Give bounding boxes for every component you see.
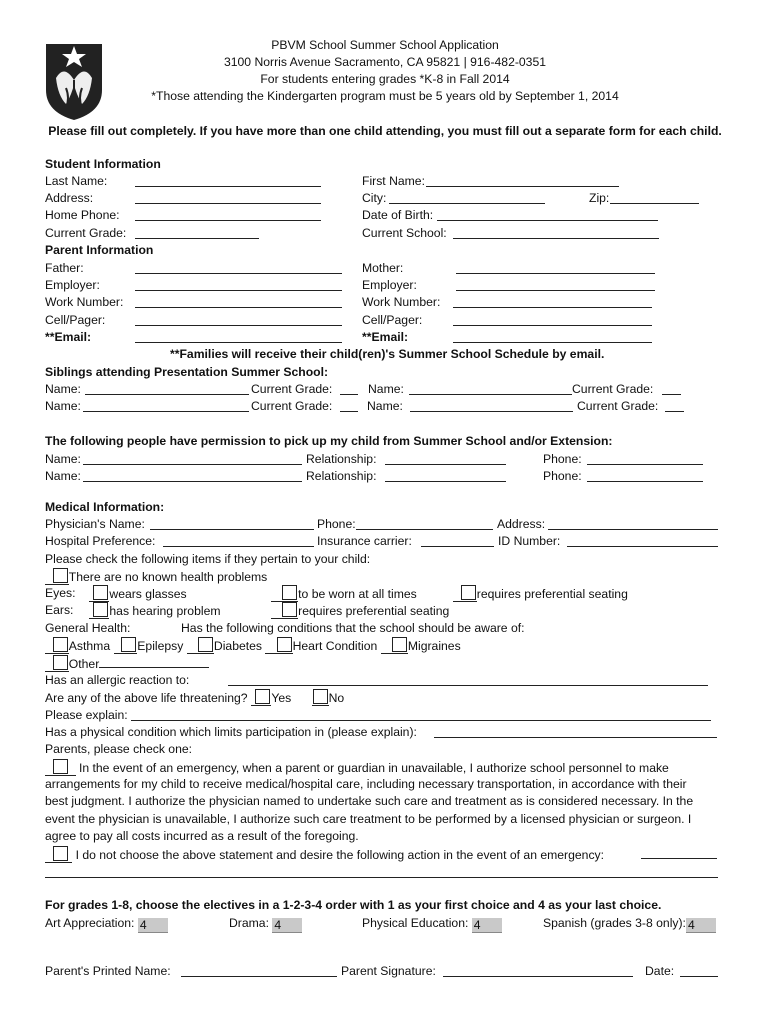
authorize-text-2: arrangements for my child to receive medical/hospital care, including necessary transportation, in accordance with their [45,777,687,791]
life-threatening-row [45,689,344,706]
date-field[interactable] [680,965,718,977]
mother-cell-label: Cell/Pager: [362,313,423,327]
sibling-1-name-field[interactable] [85,383,249,395]
address-field[interactable] [135,192,321,204]
life-threatening-label: Are any of the above life threatening? [45,691,248,705]
first-name-field[interactable] [426,175,619,187]
eyes-seating-checkbox[interactable] [461,585,476,600]
spanish-label: Spanish (grades 3-8 only): [543,916,686,930]
conditions-note: Has the following conditions that the school should be aware of: [181,621,525,635]
student-info-heading: Student Information [45,157,161,171]
mother-employer-label: Employer: [362,278,417,292]
sibling-2-name-field[interactable] [409,383,572,395]
father-employer-field[interactable] [135,279,342,291]
authorize-line-1 [45,759,669,776]
pe-field[interactable]: 4 [472,918,502,933]
migraines-label: Migraines [407,639,461,653]
physical-condition-field[interactable] [434,726,717,738]
heart-condition-label: Heart Condition [292,639,378,653]
father-employer-label: Employer: [45,278,100,292]
asthma-label: Asthma [68,639,111,653]
eyes-seating-row [453,585,628,602]
do-not-choose-label: I do not choose the above statement and desire the following action in the event of an emergency: [75,848,605,862]
sibling-3-name-field[interactable] [83,400,249,412]
father-email-label: **Email: [45,330,92,344]
sibling-2-grade-field[interactable] [662,383,681,395]
spanish-field[interactable]: 4 [686,918,716,933]
worn-all-times-checkbox[interactable] [282,585,297,600]
ears-seating-row [271,602,449,619]
drama-field[interactable]: 4 [272,918,302,933]
sibling-1-grade-label: Current Grade: [251,382,333,396]
epilepsy-label: Epilepsy [137,639,184,653]
do-not-choose-row [45,846,604,863]
no-problems-row [45,568,267,585]
father-work-number-label: Work Number: [45,295,124,309]
ears-seating-label: requires preferential seating [298,604,450,618]
art-field[interactable]: 4 [138,918,168,933]
general-health-label: General Health: [45,621,131,635]
school-address: 3100 Norris Avenue Sacramento, CA 95821 | 916-482-0351 [223,55,547,69]
id-number-label: ID Number: [498,534,561,548]
glasses-row [89,585,187,602]
grades-note: For students entering grades *K-8 in Fall 2014 [260,72,510,86]
father-label: Father: [45,261,84,275]
pickup-heading: The following people have permission to pick up my child from Summer School and/or Extension: [45,434,613,448]
mother-field[interactable] [456,262,655,274]
allergic-field[interactable] [228,674,708,686]
father-work-number-field[interactable] [135,296,342,308]
address-label: Address: [45,191,94,205]
kindergarten-note: *Those attending the Kindergarten program must be 5 years old by September 1, 2014 [151,89,619,103]
diabetes-label: Diabetes [213,639,263,653]
father-cell-label: Cell/Pager: [45,313,106,327]
sibling-4-name-label: Name: [367,399,403,413]
authorize-text-5: agree to pay all costs incurred as a result of the foregoing. [45,829,359,843]
do-not-choose-checkbox[interactable] [53,846,68,861]
hospital-label: Hospital Preference: [45,534,156,548]
current-school-label: Current School: [362,226,447,240]
pickup-2-relationship-label: Relationship: [306,469,377,483]
mother-work-number-label: Work Number: [362,295,441,309]
drama-label: Drama: [229,916,269,930]
email-note: **Families will receive their child(ren)'s Summer School Schedule by email. [170,347,605,361]
emergency-action-field[interactable] [641,847,717,859]
pickup-2-relationship-field[interactable] [385,470,506,482]
zip-label: Zip: [589,191,610,205]
migraines-checkbox[interactable] [392,637,407,652]
father-field[interactable] [135,262,342,274]
medical-heading: Medical Information: [45,500,165,514]
current-grade-field[interactable] [135,227,259,239]
wears-glasses-checkbox[interactable] [93,585,108,600]
mother-email-field[interactable] [453,331,652,343]
pickup-1-name-field[interactable] [83,453,302,465]
physician-field[interactable] [150,518,314,530]
other-row [45,655,209,672]
dob-label: Date of Birth: [362,208,434,222]
insurance-label: Insurance carrier: [317,534,412,548]
authorize-text-3: best judgment. I authorize the physician named to undertake such care and treatment as is considered necessary. In the [45,794,694,808]
conditions-row [45,637,461,654]
pickup-2-phone-field[interactable] [587,470,703,482]
form-title: PBVM School Summer School Application [271,38,499,52]
id-number-field[interactable] [567,535,718,547]
hearing-row [89,602,221,619]
physical-condition-label: Has a physical condition which limits participation in (please explain): [45,725,417,739]
zip-field[interactable] [610,192,699,204]
other-field[interactable] [99,656,209,668]
physician-address-label: Address: [497,517,546,531]
last-name-label: Last Name: [45,174,108,188]
pickup-1-phone-label: Phone: [543,452,582,466]
sibling-3-grade-field[interactable] [340,400,358,412]
date-label: Date: [645,964,675,978]
art-label: Art Appreciation: [45,916,135,930]
no-label: No [328,691,345,705]
drama-row [229,916,302,933]
current-grade-label: Current Grade: [45,226,127,240]
home-phone-label: Home Phone: [45,208,120,222]
last-name-field[interactable] [135,175,321,187]
printed-name-label: Parent's Printed Name: [45,964,171,978]
authorize-checkbox[interactable] [53,759,68,774]
pickup-2-name-label: Name: [45,469,81,483]
parent-signature-field[interactable] [443,965,633,977]
current-school-field[interactable] [453,227,659,239]
life-threatening-no-checkbox[interactable] [313,689,328,704]
epilepsy-checkbox[interactable] [121,637,136,652]
city-label: City: [362,191,387,205]
check-intro: Please check the following items if they pertain to your child: [45,552,371,566]
pickup-1-phone-field[interactable] [587,453,703,465]
mother-work-number-field[interactable] [453,296,652,308]
parent-signature-label: Parent Signature: [341,964,436,978]
sibling-1-grade-field[interactable] [340,383,358,395]
sibling-2-grade-label: Current Grade: [572,382,654,396]
insurance-field[interactable] [421,535,494,547]
printed-name-field[interactable] [181,965,337,977]
pickup-2-phone-label: Phone: [543,469,582,483]
mother-label: Mother: [362,261,404,275]
city-field[interactable] [389,192,545,204]
hearing-problem-label: has hearing problem [109,604,221,618]
worn-all-times-label: to be worn at all times [298,587,417,601]
sibling-4-grade-field[interactable] [665,400,684,412]
mother-email-label: **Email: [362,330,409,344]
spanish-row [543,916,716,933]
instructions: Please fill out completely. If you have more than one child attending, you must fill out a separate form for each child. [48,124,722,138]
pickup-1-relationship-label: Relationship: [306,452,377,466]
physician-label: Physician's Name: [45,517,145,531]
sibling-3-grade-label: Current Grade: [251,399,333,413]
mother-employer-field[interactable] [456,279,655,291]
parent-info-heading: Parent Information [45,243,154,257]
other-label: Other [68,657,100,671]
eyes-label: Eyes: [45,586,76,600]
father-email-field[interactable] [135,331,342,343]
wears-glasses-label: wears glasses [109,587,187,601]
pe-row [362,916,502,933]
ears-label: Ears: [45,603,74,617]
electives-heading: For grades 1-8, choose the electives in a 1-2-3-4 order with 1 as your first choice and 4 as your last choice. [45,898,662,912]
pickup-2-name-field[interactable] [83,470,302,482]
please-explain-label: Please explain: [45,708,128,722]
home-phone-field[interactable] [135,209,321,221]
sibling-1-name-label: Name: [45,382,81,396]
other-checkbox[interactable] [53,655,68,670]
ears-seating-checkbox[interactable] [282,602,297,617]
physician-phone-label: Phone: [317,517,356,531]
first-name-label: First Name: [362,174,425,188]
art-row [45,916,168,933]
authorize-text-1: In the event of an emergency, when a parent or guardian in unavailable, I authorize school personnel to make [78,761,669,775]
no-problems-checkbox[interactable] [53,568,68,583]
allergic-label: Has an allergic reaction to: [45,673,190,687]
pe-label: Physical Education: [362,916,469,930]
life-threatening-yes-checkbox[interactable] [255,689,270,704]
heart-condition-checkbox[interactable] [277,637,292,652]
physician-address-field[interactable] [548,518,718,530]
sibling-2-name-label: Name: [368,382,404,396]
hearing-problem-checkbox[interactable] [93,602,108,617]
authorize-text-4: event the physician is unavailable, I authorize such care treatment to be performed by a licensed physician or surgeon. I [45,812,692,826]
hospital-field[interactable] [163,535,314,547]
parents-check-label: Parents, please check one: [45,742,193,756]
diabetes-checkbox[interactable] [198,637,213,652]
yes-label: Yes [271,691,292,705]
sibling-3-name-label: Name: [45,399,81,413]
father-cell-field[interactable] [135,314,342,326]
please-explain-field[interactable] [131,709,711,721]
sibling-4-name-field[interactable] [410,400,573,412]
asthma-checkbox[interactable] [53,637,68,652]
physician-phone-field[interactable] [356,518,493,530]
dob-field[interactable] [437,209,658,221]
mother-cell-field[interactable] [453,314,652,326]
pickup-1-name-label: Name: [45,452,81,466]
pickup-1-relationship-field[interactable] [385,453,506,465]
worn-all-times-row [271,585,417,602]
eyes-seating-label: requires preferential seating [476,587,628,601]
sibling-4-grade-label: Current Grade: [577,399,659,413]
no-problems-label: There are no known health problems [68,570,268,584]
siblings-heading: Siblings attending Presentation Summer School: [45,365,329,379]
emergency-action-field-2[interactable] [45,866,718,878]
